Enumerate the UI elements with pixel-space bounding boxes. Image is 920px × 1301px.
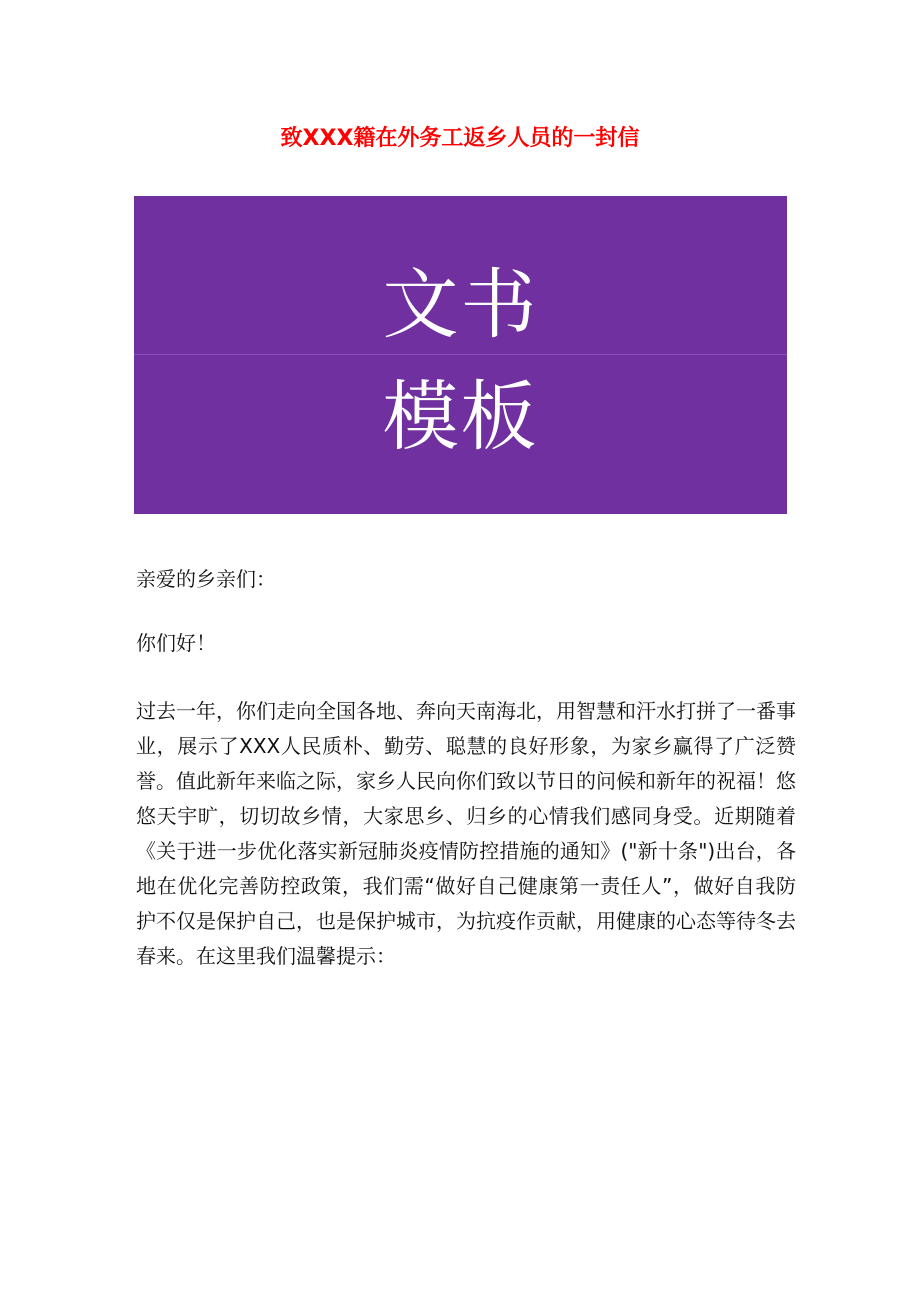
letter-body-paragraph: 过去一年，你们走向全国各地、奔向天南海北，用智慧和汗水打拼了一番事业，展示了XXX人民质朴、勤劳、聪慧的良好形象，为家乡赢得了广泛赞誉。值此新年来临之际，家乡人民向你们致以节日的问候和新年的祝福！悠悠天宇旷，切切故乡情，大家思乡、归乡的心情我们感同身受。近期随着《关于进一步优化落实新冠肺炎疫情防控措施的通知》("新十条")出台，各地在优化完善防控政策，我们需“做好自己健康第一责任人”，做好自我防护不仅是保护自己，也是保护城市，为抗疫作贡献，用健康的心态等待冬去春来。在这里我们温馨提示：: [136, 699, 796, 968]
salutation: 亲爱的乡亲们：: [136, 567, 276, 591]
cover-title-line-1: 文书: [382, 260, 539, 349]
greeting-line: 你们好！: [136, 631, 216, 655]
letter-title: 致XXX籍在外务工返乡人员的一封信: [280, 126, 640, 151]
cover-banner: [134, 196, 787, 514]
cover-divider: [134, 354, 787, 355]
cover-title-line-2: 模板: [382, 372, 539, 461]
